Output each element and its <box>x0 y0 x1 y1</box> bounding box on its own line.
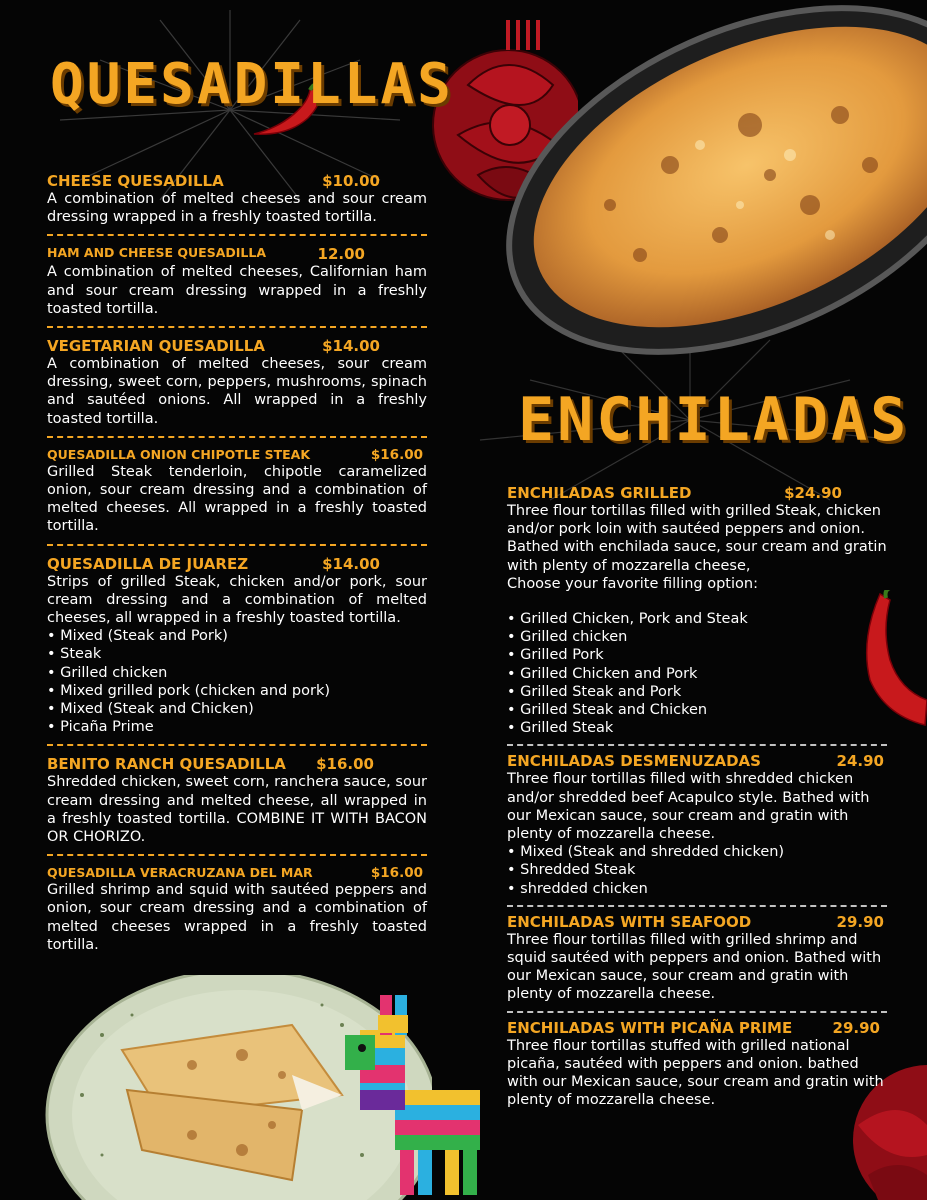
donkey-pinata-illustration <box>340 990 490 1200</box>
item-price: 24.90 <box>836 752 884 771</box>
item-price: 29.90 <box>836 912 884 931</box>
item-price: $16.00 <box>316 755 374 774</box>
item-name: ENCHILADAS DESMENUZADAS <box>507 752 761 771</box>
item-name: BENITO RANCH QUESADILLA <box>47 755 286 774</box>
option-item: • Grilled Steak and Chicken <box>507 701 887 719</box>
enchiladas-section <box>507 484 887 1109</box>
item-description: Grilled Steak tenderloin, chipotle caramelized onion, sour cream dressing and a combination of melted cheeses. All wrapped in a freshly toasted tortilla. <box>47 463 427 535</box>
dashed-separator <box>47 436 427 438</box>
filling-note: Choose your favorite filling option: <box>507 575 758 592</box>
options-list <box>507 610 887 737</box>
enchiladas-heading: ENCHILADAS <box>518 385 910 455</box>
item-name: ENCHILADAS WITH SEAFOOD <box>507 912 752 931</box>
menu-item-vegetarian-quesadilla <box>47 337 427 428</box>
option-item: • Mixed (Steak and Chicken) <box>47 700 427 718</box>
option-item: • Grilled Steak and Pork <box>507 683 887 701</box>
dashed-separator <box>47 326 427 328</box>
option-item: • Mixed (Steak and shredded chicken) <box>507 843 887 861</box>
dashed-separator <box>47 234 427 236</box>
option-item: • Picaña Prime <box>47 718 427 736</box>
menu-item-onion-chipotle-steak <box>47 447 427 536</box>
item-description: A combination of melted cheeses, Californian ham and sour cream dressing wrapped in a freshly toasted tortilla. <box>47 264 427 317</box>
dashed-separator <box>47 544 427 546</box>
dashed-separator <box>507 1011 887 1013</box>
menu-item-benito-ranch-quesadilla <box>47 755 427 846</box>
item-description: Grilled shrimp and squid with sautéed peppers and onion, sour cream dressing and a combination of melted cheeses wrapped in a freshly toasted tortilla. <box>47 882 427 953</box>
dashed-separator <box>507 905 887 907</box>
item-name: VEGETARIAN QUESADILLA <box>47 337 265 356</box>
item-description: A combination of melted cheeses, sour cream dressing, sweet corn, peppers, mushrooms, spinach and sautéed onions. All wrapped in a freshly toasted tortilla. <box>47 356 427 427</box>
item-name: ENCHILADAS GRILLED <box>507 484 692 502</box>
option-item: • Mixed grilled pork (chicken and pork) <box>47 682 427 700</box>
option-item: • Shredded Steak <box>507 861 887 879</box>
dashed-separator <box>507 744 887 746</box>
item-price: $16.00 <box>370 865 423 882</box>
menu-item-cheese-quesadilla <box>47 172 427 226</box>
item-price: $14.00 <box>322 337 380 356</box>
item-price: 29.90 <box>832 1018 880 1037</box>
spacer <box>507 593 887 610</box>
item-price: $16.00 <box>370 446 423 463</box>
option-item: • Steak <box>47 645 427 663</box>
item-description: Three flour tortillas filled with shredded chicken and/or shredded beef Acapulco style. Bathed with our Mexican sauce, sour cream and gratin with plenty of mozzarella cheese. <box>507 771 870 843</box>
menu-item-enchiladas-desmenuzadas <box>507 752 887 897</box>
options-list <box>507 843 887 898</box>
item-name: QUESADILLA VERACRUZANA DEL MAR <box>47 865 313 881</box>
item-price: 12.00 <box>317 245 365 264</box>
item-description: Shredded chicken, sweet corn, ranchera sauce, sour cream dressing and melted cheese, all wrapped in a freshly toasted tortilla. COMBINE IT WITH BACON OR CHORIZO. <box>47 774 427 846</box>
option-item: • shredded chicken <box>507 880 887 898</box>
item-price: $10.00 <box>322 172 380 190</box>
menu-item-enchiladas-seafood <box>507 913 887 1004</box>
menu-item-veracruzana-del-mar <box>47 865 427 954</box>
option-item: • Grilled Chicken, Pork and Steak <box>507 610 887 628</box>
option-item: • Grilled Steak <box>507 719 887 737</box>
quesadillas-section <box>47 172 427 954</box>
menu-item-enchiladas-picana-prime <box>507 1019 887 1110</box>
item-name: QUESADILLA DE JUAREZ <box>47 554 249 573</box>
option-item: • Grilled chicken <box>47 664 427 682</box>
menu-item-enchiladas-grilled <box>507 484 887 737</box>
item-description: Strips of grilled Steak, chicken and/or pork, sour cream dressing and a combination of melted cheeses, all wrapped in a freshly toasted tortilla. <box>47 573 427 627</box>
item-name: QUESADILLA ONION CHIPOTLE STEAK <box>47 446 311 462</box>
item-name: CHEESE QUESADILLA <box>47 172 224 190</box>
item-name: HAM AND CHEESE QUESADILLA <box>47 245 267 261</box>
options-list <box>47 627 427 736</box>
option-item: • Grilled Pork <box>507 646 887 664</box>
item-description: Three flour tortillas stuffed with grilled national picaña, sautéed with peppers and onion. bathed with our Mexican sauce, sour cream and gratin with plenty of mozzarella cheese. <box>507 1037 884 1109</box>
dashed-separator <box>47 744 427 746</box>
item-description: Three flour tortillas filled with grilled Steak, chicken and/or pork loin with sautéed peppers and onion. Bathed with enchilada sauce, sour cream and gratin with plenty of mozzarella cheese, <box>507 503 887 574</box>
item-name: ENCHILADAS WITH PICAÑA PRIME <box>507 1018 793 1037</box>
menu-item-quesadilla-de-juarez <box>47 555 427 737</box>
option-item: • Grilled chicken <box>507 628 887 646</box>
option-item: • Grilled Chicken and Pork <box>507 665 887 683</box>
option-item: • Mixed (Steak and Pork) <box>47 627 427 645</box>
enchilada-dish-photo <box>490 5 927 365</box>
item-price: $24.90 <box>784 484 842 502</box>
dashed-separator <box>47 854 427 856</box>
item-description: Three flour tortillas filled with grilled shrimp and squid sautéed with peppers and onion. Bathed with our Mexican sauce, sour cream and gratin with plenty of mozzarella cheese. <box>507 931 882 1003</box>
item-description: A combination of melted cheeses and sour cream dressing wrapped in a freshly toasted tortilla. <box>47 191 427 226</box>
quesadillas-heading: QUESADILLAS <box>50 52 454 117</box>
item-price: $14.00 <box>322 554 380 573</box>
menu-item-ham-cheese-quesadilla <box>47 245 427 318</box>
